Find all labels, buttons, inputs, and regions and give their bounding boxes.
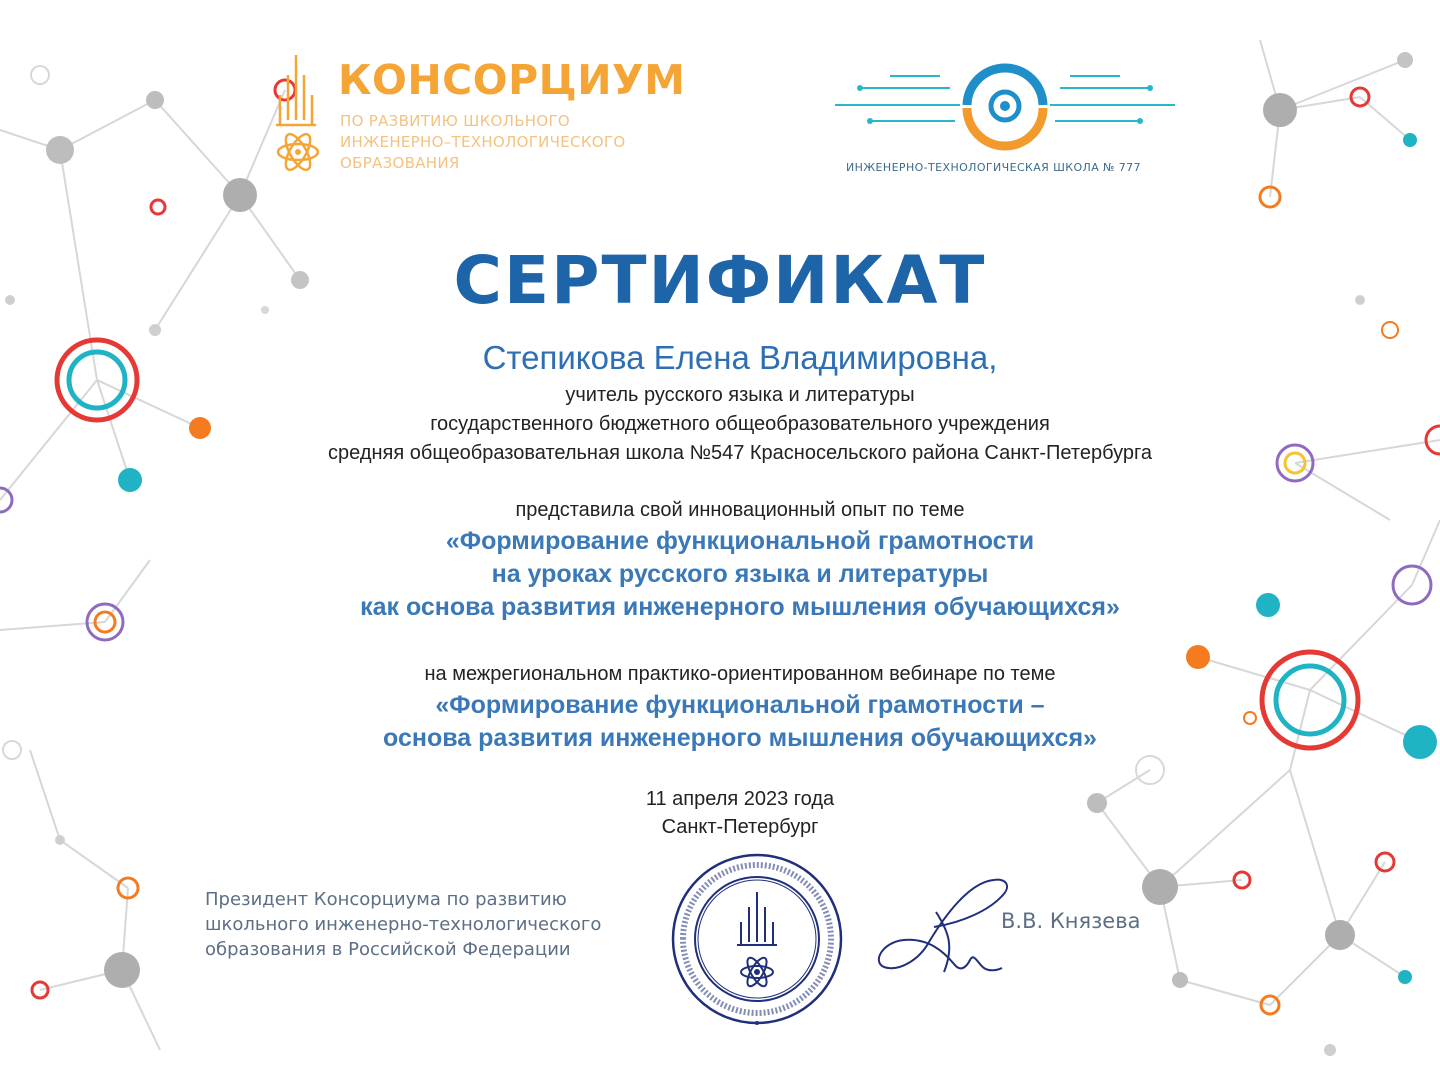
consortium-logo-subtitle-line: ИНЖЕНЕРНО–ТЕХНОЛОГИЧЕСКОГО [340, 133, 626, 151]
event-date: 11 апреля 2023 года [645, 788, 835, 810]
webinar-title-line: основа развития инженерного мышления обучающихся» [383, 724, 1097, 752]
recipient-position: учитель русского языка и литературы [565, 384, 915, 406]
topic-line: как основа развития инженерного мышления обучающихся» [360, 593, 1120, 621]
consortium-logo-title: КОНСОРЦИУМ [338, 56, 686, 104]
presented-intro: представила свой инновационный опыт по теме [515, 499, 965, 521]
recipient-school: средняя общеобразовательная школа №547 Красносельского района Санкт-Петербурга [328, 442, 1152, 464]
school-logo-caption: ИНЖЕНЕРНО-ТЕХНОЛОГИЧЕСКАЯ ШКОЛА № 777 [846, 161, 1141, 174]
official-seal [667, 847, 847, 1032]
consortium-logo-subtitle-line: ОБРАЗОВАНИЯ [340, 154, 460, 172]
topic-line: «Формирование функциональной грамотности [445, 527, 1035, 555]
webinar-title-line: «Формирование функциональной грамотности – [435, 691, 1045, 719]
webinar-intro: на межрегиональном практико-ориентированном вебинаре по теме [424, 663, 1056, 685]
president-title-line: образования в Российской Федерации [205, 939, 571, 960]
recipient-name: Степикова Елена Владимировна, [482, 339, 998, 376]
president-title [205, 887, 601, 962]
consortium-logo-subtitle-line: ПО РАЗВИТИЮ ШКОЛЬНОГО [340, 112, 571, 130]
certificate-title: СЕРТИФИКАТ [453, 242, 987, 319]
recipient-organization: государственного бюджетного общеобразовательного учреждения [430, 413, 1050, 435]
president-title-line: школьного инженерно-технологического [205, 914, 602, 935]
signer-name: В.В. Князева [1001, 909, 1141, 933]
president-title-line: Президент Консорциума по развитию [205, 889, 567, 910]
school-logo [830, 58, 1180, 158]
event-city: Санкт-Петербург [661, 816, 819, 838]
topic-line: на уроках русского языка и литературы [491, 560, 989, 588]
